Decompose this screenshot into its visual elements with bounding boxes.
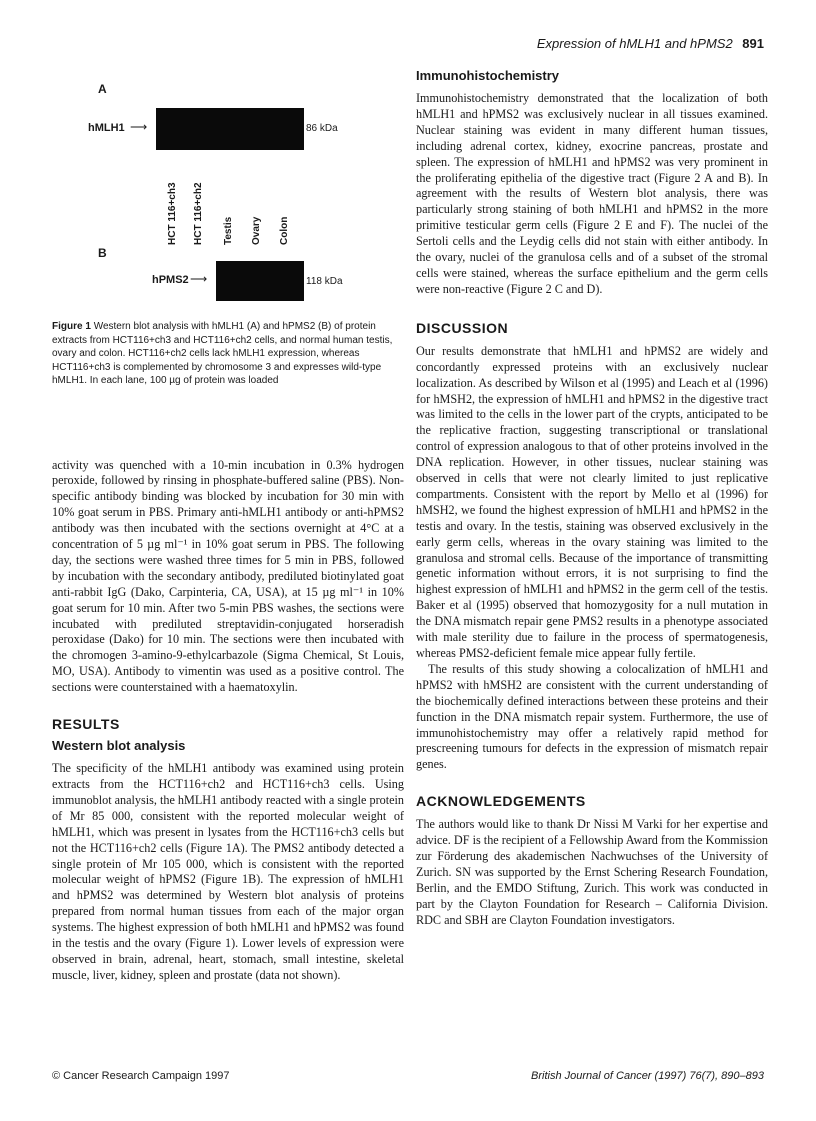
band-b-name: hPMS2 [152,274,189,286]
band-b-arrow-icon: ⟶ [190,272,208,286]
panel-b-label: B [98,246,107,260]
discussion-paragraph-2: The results of this study showing a colocalization of hMLH1 and hPMS2 with hMSH2 are consistent with the current understanding of the biochemically defined interactions between these proteins and their function in the DNA mismatch repair system. Furthermore, the use of immunohistochemistry may offer a relatively rapid method for prescreening tumours for defects in the expression of mismatch repair genes. [416,661,768,772]
band-a-kda: 86 kDa [306,123,338,134]
acknowledgements-heading: ACKNOWLEDGEMENTS [416,793,586,810]
caption-text: Western blot analysis with hMLH1 (A) and hPMS2 (B) of protein extracts from HCT116+ch3 and HCT116+ch2 cells, and normal human testis, ovary and colon. HCT116+ch2 cells lack hMLH1 expression, whereas HCT116+ch3 is complemented by chromosome 3 and expresses wild-type hMLH1. In each lane, 100 µg of protein was loaded [52,321,393,386]
results-paragraph: The specificity of the hMLH1 antibody was examined using protein extracts from the HCT116+ch2 and HCT116+ch3 cells. Using immunoblot analysis, the hMLH1 antibody reacted with a single protein of Mr 85 000, consistent with the reported molecular weight of hMLH1, which was present in lysates from the HCT116+ch3 cells but not the HCT116+ch2 cells (Figure 1A). The PMS2 antibody detected a single protein of Mr 105 000, which is consistent with the reported molecular weight of hPMS2 (Figure 1B). The expression of hMLH1 and hPMS2 was determined by Western blot analysis of proteins prepared from normal human tissues from each of the major organ systems. The highest expression of both hMLH1 and hPMS2 was found in the testis and the ovary (Figure 1). Lower levels of expression were observed in brain, adrenal, heart, stomach, small intestine, skeletal muscle, liver, kidney, spleen and prostate (data not shown). [52,761,405,982]
discussion-heading: DISCUSSION [416,319,509,336]
band-a [156,108,304,150]
right-column [416,68,768,929]
methods-paragraph: activity was quenched with a 10-min incubation in 0.3% hydrogen peroxide, followed by rinsing in phosphate-buffered saline (PBS). Non-specific antibody binding was blocked by incubation for 30 min with 10% goat serum in PBS. Primary anti-hMLH1 antibody or anti-hPMS2 antibody was then incubated with the sections overnight at 4°C at a concentration of 5 µg ml⁻¹ in 10% goat serum in PBS. The following day, the sections were washed three times for 5 min in PBS, followed by incubation with the secondary antibody, prediluted biotinylated goat anti-rabbit IgG (Dako, Carpinteria, CA, USA), at 15 µg ml⁻¹ in 10% goat serum for 10 min. After two 5-min PBS washes, the sections were incubated with prediluted streptavidin-conjugated horseradish peroxidase (Dako) for 10 min. The sections were then incubated with the chromogen 3-amino-9-ethylcarbazole (Sigma Chemical, St Louis, MO, USA). Antibody to vimentin was used as a positive control. The sections were counterstained with a haematoxylin. [52,457,404,695]
lane-label: Colon [279,216,290,245]
band-b [216,261,304,301]
panel-a-label: A [98,82,107,96]
left-column [52,68,404,984]
lane-label: Testis [223,216,234,245]
discussion-paragraph-1: Our results demonstrate that hMLH1 and hPMS2 are widely and concordantly expressed proteins with an exclusively nuclear localization. As described by Wilson et al (1995) and Leach et al (1996) for hMSH2, the expression of hMLH1 and hPMS2 in the digestive tract was limited to the cells in the lower part of the crypts, anticipated to be the replicative fraction, suggesting transcriptional or translational control of expression analogous to that of other proteins involved in the DNA replication. However, in other tissues, nuclear staining was observed in cells that were not clearly limited to just replicative compartments. Consistent with the report by Mello et al (1996) for hMSH2, we found the highest expression of hMLH1 and hPMS2 in the testis and ovary. In the testis, staining was observed exclusively in the early germ cells, whereas in the ovary staining was limited to the granulosa and stromal cells. Because of the importance of transmitting genetic information without errors, it is not surprising to find the highest expression of hMLH1 and hPMS2 in the germ cell of the testis. Baker et al (1995) observed that homozygosity for a null mutation in the DNA mismatch repair gene PMS2 results in a phenotype associated with male sterility due to failure in the process of spermatogenesis, whereas PMS2-deficient female mice appear fully fertile. [416,343,768,660]
copyright: © Cancer Research Campaign 1997 [52,1070,230,1082]
lane-label: HCT 116+ch2 [193,182,204,245]
figure-caption [52,320,404,388]
journal-citation: British Journal of Cancer (1997) 76(7), 890–893 [531,1070,764,1082]
band-a-arrow-icon: ⟶ [130,120,148,134]
immuno-heading: Immunohistochemistry [416,68,560,83]
running-title: Expression of hMLH1 and hPMS2 [536,36,733,51]
band-a-name: hMLH1 [88,122,125,134]
figure-1 [52,68,404,308]
immuno-paragraph: Immunohistochemistry demonstrated that the localization of both hMLH1 and hPMS2 was exclusively nuclear in all tissues examined. Nuclear staining was evident in many different human tissues, including adrenal cortex, kidney, exocrine pancreas, prostate and spleen. The expression of hMLH1 and hPMS2 was very prominent in the proliferating epithelia of the digestive tract (Figure 2 A and B). In agreement with the results of Western blot analysis, there was particularly strong staining of both hMLH1 and hPMS2 in the more primitive testicular germ cells (Figure 2 E and F). The nuclei of the Sertoli cells and the Leydig cells did not stain with either antibody. In the ovary, nuclei of the granulosa cells and of a subset of the stromal cells were stained, whereas the surface epithelium and the germ cells were non-reactive (Figure 2 C and D). [416,91,768,296]
western-heading: Western blot analysis [52,738,186,754]
results-heading: RESULTS [52,716,120,733]
lane-label: Ovary [251,216,262,245]
running-head [537,36,764,51]
band-b-kda: 118 kDa [306,276,343,287]
caption-label: Figure 1 [52,321,91,332]
acknowledgements-paragraph: The authors would like to thank Dr Nissi M Varki for her expertise and advice. DF is the recipient of a Fellowship Award from the Kommission zur Förderung des akademischen Nachwuchses of the University of Zurich. SN was supported by the Ernst Schering Research Foundation, Berlin, and the EMDO Stiftung, Zurich. This work was conducted in part by the Clayton Foundation for Research – California Division. RDC and SBH are Clayton Foundation investigators. [416,817,768,927]
lane-label: HCT 116+ch3 [167,182,178,245]
page-number: 891 [742,36,764,51]
